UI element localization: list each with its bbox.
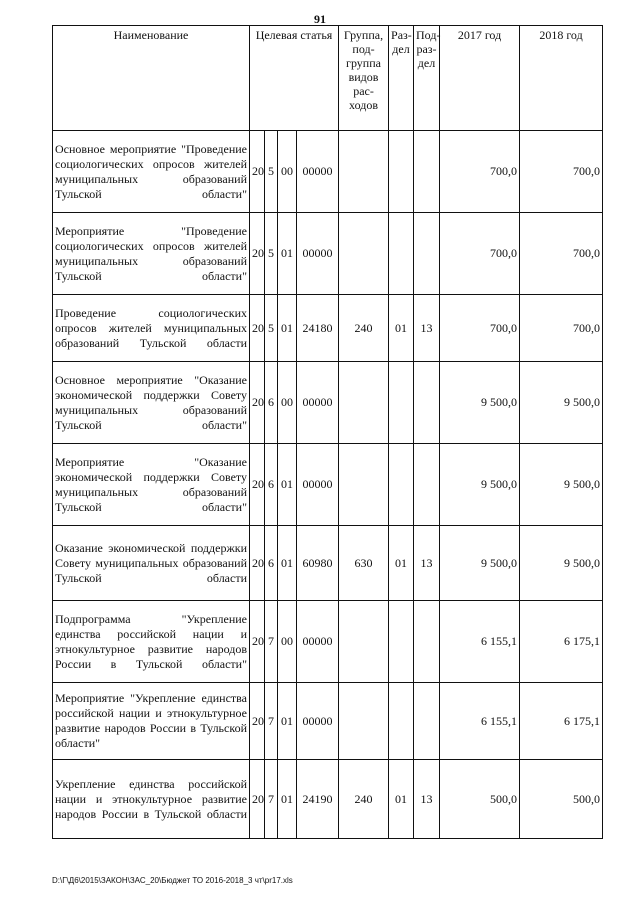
footer-file-path: D:\Г\Д6\2015\ЗАКОН\ЗАС_20\Бюджет ТО 2016-2018_3 чт\pr17.xls (52, 876, 293, 885)
subsection-code (414, 213, 440, 295)
subsection-code (414, 601, 440, 683)
target-code-event: 01 (278, 295, 297, 362)
table-row (53, 295, 603, 362)
section-code: 01 (389, 526, 414, 601)
target-code-event: 01 (278, 213, 297, 295)
target-code-direction: 24180 (297, 295, 339, 362)
row-name: Основное мероприятие "Оказание экономической поддержки Совету муниципальных образований Тульской области" (53, 362, 250, 444)
target-code-direction: 00000 (297, 213, 339, 295)
target-code-program: 20 (250, 213, 265, 295)
target-code-event: 01 (278, 526, 297, 601)
target-code-event: 01 (278, 683, 297, 760)
target-code-direction: 00000 (297, 601, 339, 683)
table-row (53, 131, 603, 213)
amount-2017: 700,0 (440, 213, 520, 295)
amount-2017: 6 155,1 (440, 683, 520, 760)
target-code-program: 20 (250, 683, 265, 760)
amount-2018: 9 500,0 (520, 526, 603, 601)
section-code (389, 213, 414, 295)
expense-group (339, 683, 389, 760)
amount-2017: 6 155,1 (440, 601, 520, 683)
amount-2018: 700,0 (520, 295, 603, 362)
section-code (389, 683, 414, 760)
expense-group: 630 (339, 526, 389, 601)
table-row (53, 444, 603, 526)
target-code-program: 20 (250, 760, 265, 839)
header-2018: 2018 год (520, 26, 603, 131)
target-code-program: 20 (250, 362, 265, 444)
target-code-subprogram: 5 (265, 295, 278, 362)
table-row (53, 526, 603, 601)
target-code-direction: 00000 (297, 131, 339, 213)
target-code-subprogram: 6 (265, 526, 278, 601)
target-code-event: 01 (278, 444, 297, 526)
section-code (389, 362, 414, 444)
target-code-program: 20 (250, 295, 265, 362)
table-row (53, 683, 603, 760)
subsection-code (414, 444, 440, 526)
target-code-subprogram: 6 (265, 362, 278, 444)
amount-2017: 9 500,0 (440, 444, 520, 526)
table-header-row (53, 26, 603, 131)
target-code-direction: 00000 (297, 444, 339, 526)
target-code-direction: 00000 (297, 362, 339, 444)
row-name: Мероприятие "Проведение социологических опросов жителей муниципальных образований Тульской области" (53, 213, 250, 295)
section-code (389, 444, 414, 526)
section-code: 01 (389, 295, 414, 362)
expense-group (339, 131, 389, 213)
amount-2018: 9 500,0 (520, 362, 603, 444)
budget-table (52, 25, 603, 839)
amount-2017: 9 500,0 (440, 526, 520, 601)
expense-group (339, 362, 389, 444)
target-code-subprogram: 7 (265, 601, 278, 683)
row-name: Мероприятие "Оказание экономической поддержки Совету муниципальных образований Тульской области" (53, 444, 250, 526)
header-expense-group: Группа, под-группа видов рас-ходов (339, 26, 389, 131)
expense-group: 240 (339, 760, 389, 839)
target-code-event: 00 (278, 131, 297, 213)
expense-group: 240 (339, 295, 389, 362)
target-code-subprogram: 7 (265, 683, 278, 760)
table-body (53, 131, 603, 839)
amount-2018: 6 175,1 (520, 683, 603, 760)
header-2017: 2017 год (440, 26, 520, 131)
amount-2018: 500,0 (520, 760, 603, 839)
section-code (389, 601, 414, 683)
row-name: Проведение социологических опросов жителей муниципальных образований Тульской области (53, 295, 250, 362)
target-code-subprogram: 5 (265, 213, 278, 295)
target-code-program: 20 (250, 601, 265, 683)
header-subsection: Под-раз-дел (414, 26, 440, 131)
expense-group (339, 601, 389, 683)
amount-2018: 9 500,0 (520, 444, 603, 526)
subsection-code (414, 362, 440, 444)
target-code-direction: 00000 (297, 683, 339, 760)
target-code-event: 01 (278, 760, 297, 839)
subsection-code: 13 (414, 295, 440, 362)
amount-2017: 700,0 (440, 295, 520, 362)
target-code-direction: 24190 (297, 760, 339, 839)
table-row (53, 213, 603, 295)
section-code (389, 131, 414, 213)
expense-group (339, 444, 389, 526)
row-name: Основное мероприятие "Проведение социологических опросов жителей муниципальных образований Тульской области" (53, 131, 250, 213)
table-row (53, 760, 603, 839)
subsection-code: 13 (414, 760, 440, 839)
subsection-code: 13 (414, 526, 440, 601)
table-row (53, 601, 603, 683)
target-code-event: 00 (278, 362, 297, 444)
row-name: Оказание экономической поддержки Совету муниципальных образований Тульской области (53, 526, 250, 601)
amount-2018: 700,0 (520, 213, 603, 295)
header-section: Раз-дел (389, 26, 414, 131)
target-code-subprogram: 6 (265, 444, 278, 526)
table-row (53, 362, 603, 444)
row-name: Укрепление единства российской нации и этнокультурное развитие народов России в Тульской области (53, 760, 250, 839)
target-code-direction: 60980 (297, 526, 339, 601)
header-target-article: Целевая статья (250, 26, 339, 131)
amount-2017: 9 500,0 (440, 362, 520, 444)
amount-2018: 700,0 (520, 131, 603, 213)
expense-group (339, 213, 389, 295)
target-code-subprogram: 7 (265, 760, 278, 839)
target-code-subprogram: 5 (265, 131, 278, 213)
target-code-program: 20 (250, 444, 265, 526)
subsection-code (414, 131, 440, 213)
target-code-program: 20 (250, 526, 265, 601)
row-name: Мероприятие "Укрепление единства российской нации и этнокультурное развитие народов России в Тульской области" (53, 683, 250, 760)
section-code: 01 (389, 760, 414, 839)
amount-2017: 500,0 (440, 760, 520, 839)
amount-2018: 6 175,1 (520, 601, 603, 683)
target-code-program: 20 (250, 131, 265, 213)
row-name: Подпрограмма "Укрепление единства российской нации и этнокультурное развитие народов России в Тульской области" (53, 601, 250, 683)
page-number: 91 (314, 12, 326, 26)
subsection-code (414, 683, 440, 760)
amount-2017: 700,0 (440, 131, 520, 213)
target-code-event: 00 (278, 601, 297, 683)
header-name: Наименование (53, 26, 250, 131)
